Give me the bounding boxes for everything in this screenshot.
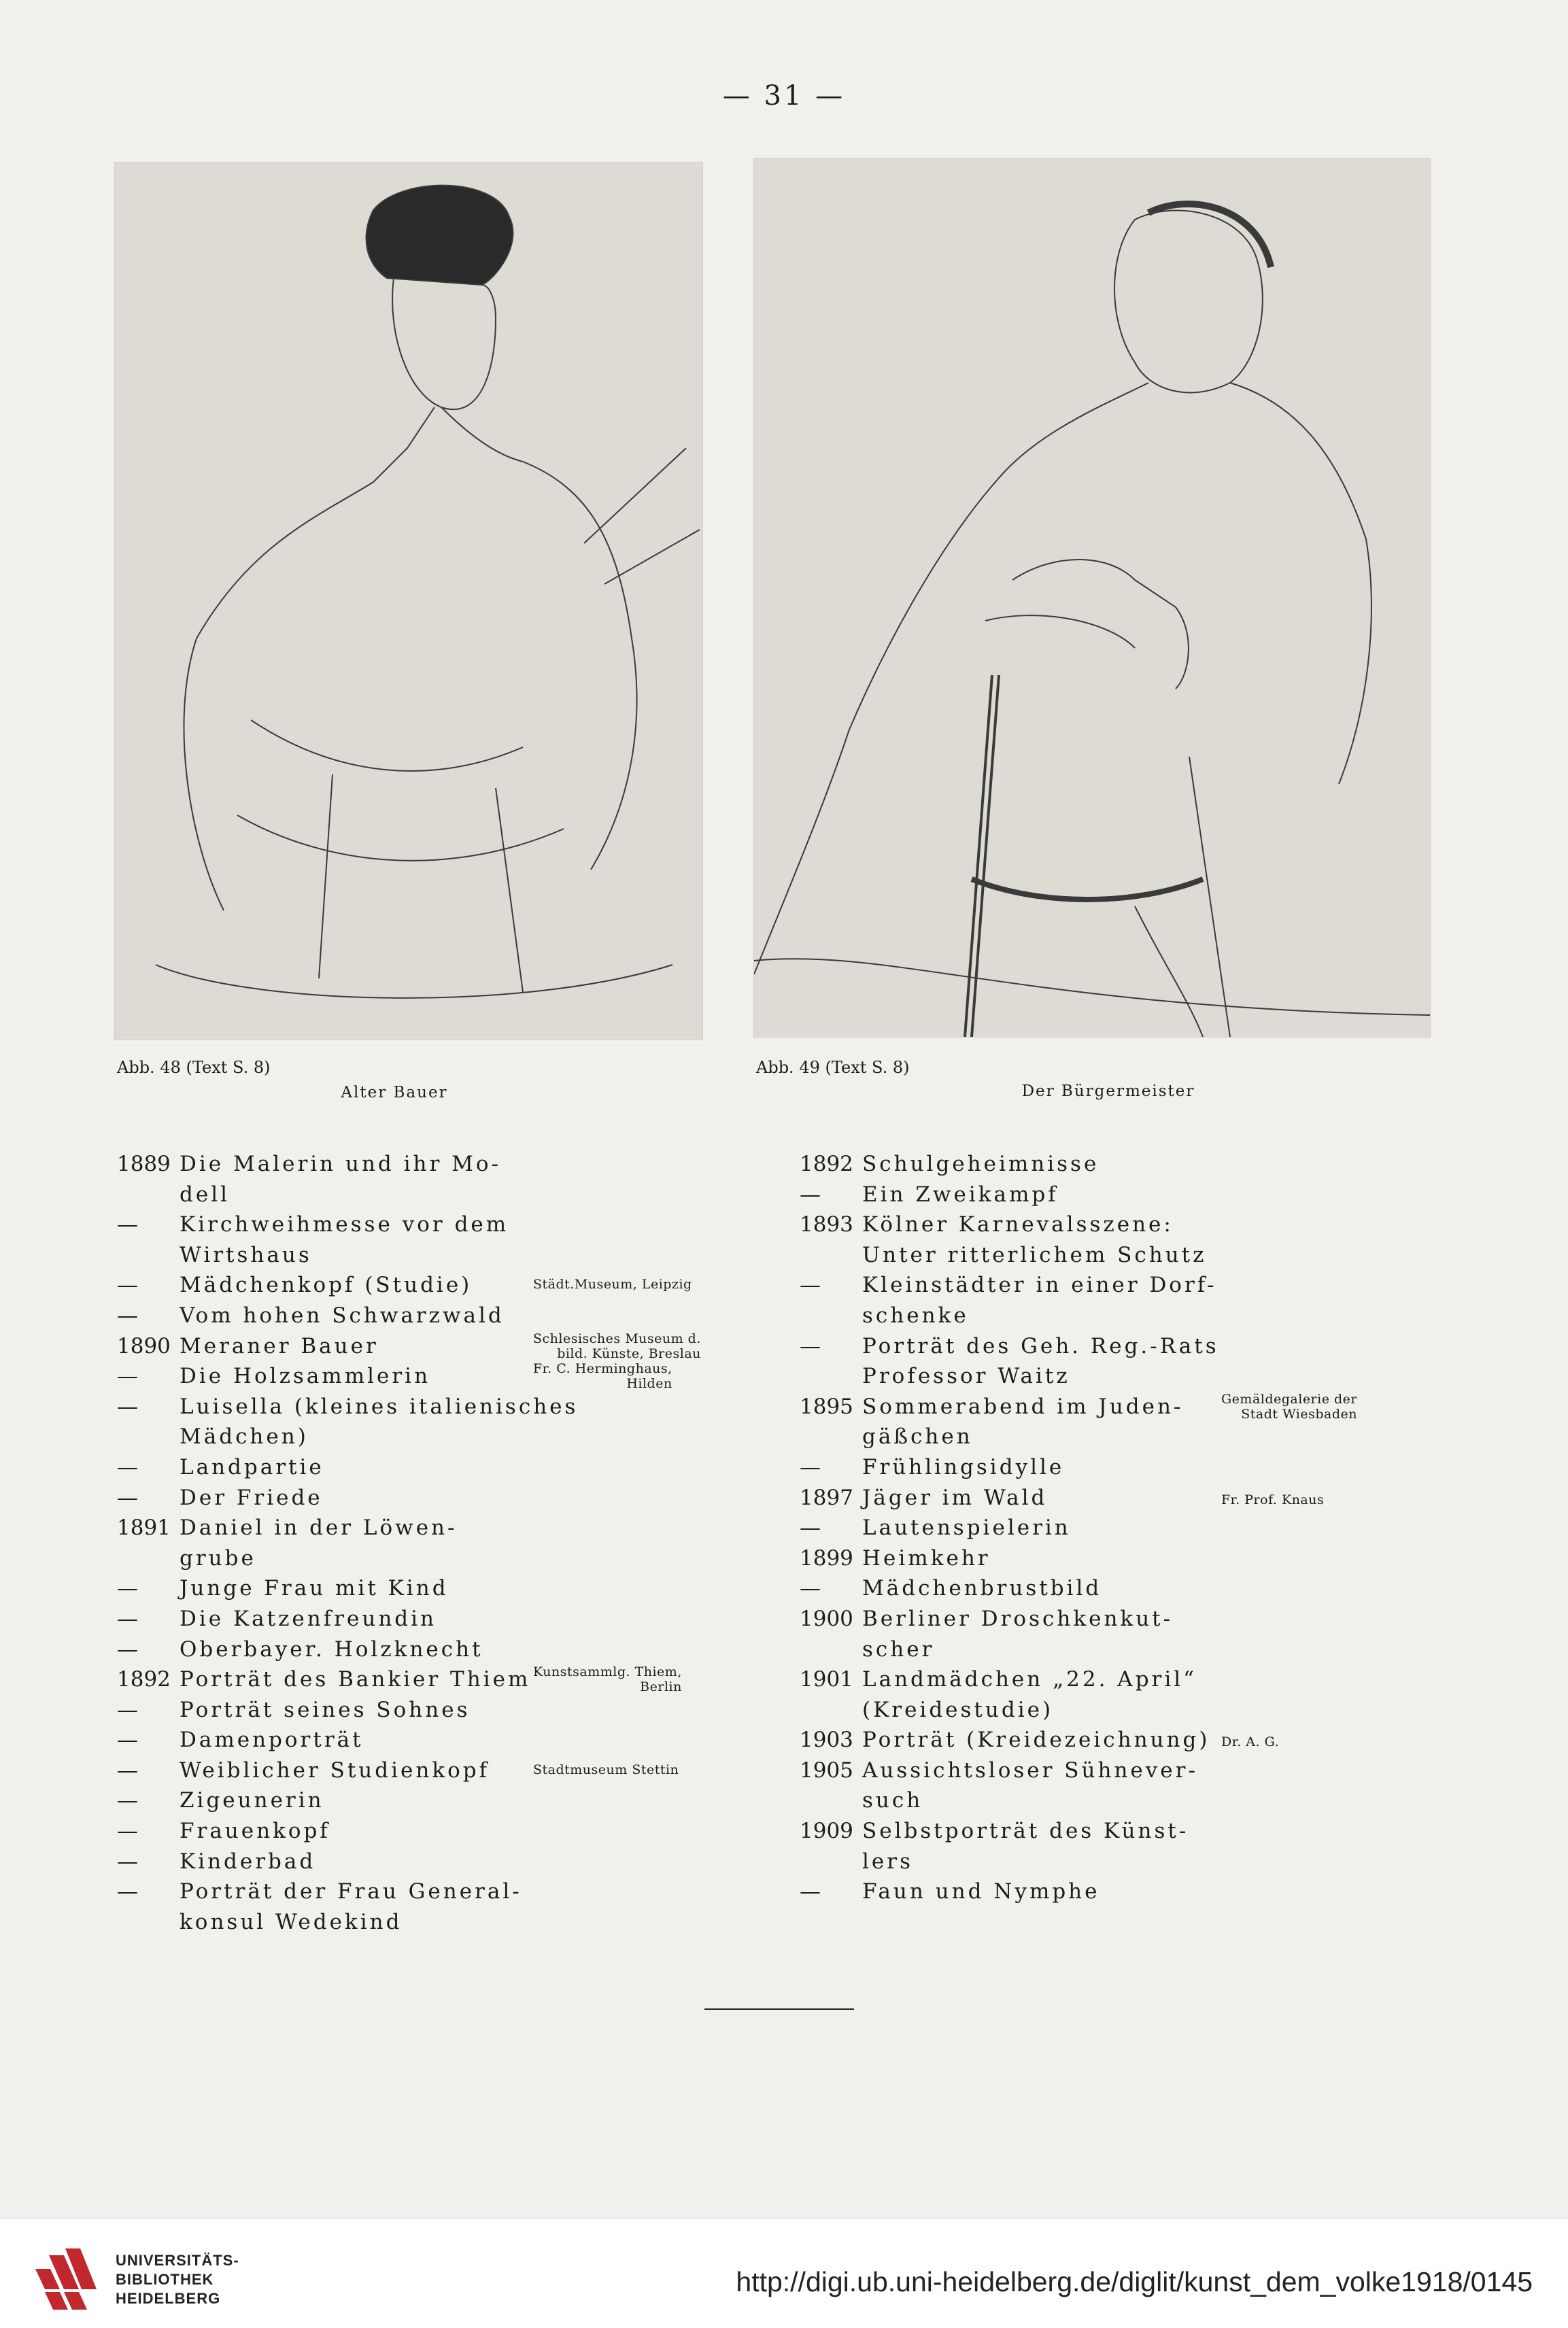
work-title: Weiblicher Studienkopf bbox=[180, 1758, 490, 1783]
work-title: gäßchen bbox=[862, 1424, 973, 1450]
work-entry bbox=[800, 1756, 1452, 1786]
work-year: — bbox=[117, 1879, 138, 1904]
work-year: 1889 bbox=[117, 1152, 171, 1176]
work-title: dell bbox=[180, 1182, 231, 1207]
work-year: — bbox=[117, 1364, 138, 1389]
work-title: Damenporträt bbox=[180, 1728, 364, 1753]
work-year: — bbox=[117, 1273, 138, 1298]
work-entry bbox=[117, 1816, 749, 1847]
work-entry bbox=[117, 1847, 749, 1877]
work-entry bbox=[117, 1210, 749, 1240]
work-title: Porträt des Geh. Reg.-Rats bbox=[862, 1333, 1219, 1358]
work-title: Mädchenbrustbild bbox=[862, 1576, 1102, 1601]
work-year: 1903 bbox=[800, 1728, 853, 1753]
work-year: — bbox=[800, 1879, 821, 1904]
work-title: Lautenspielerin bbox=[862, 1516, 1071, 1541]
work-entry bbox=[117, 1907, 749, 1938]
work-collection: Fr. Prof. Knaus bbox=[1221, 1492, 1325, 1507]
university-library-logo-icon bbox=[35, 2248, 97, 2310]
work-title: Faun und Nymphe bbox=[862, 1879, 1100, 1904]
work-title: Kölner Karnevalsszene: bbox=[862, 1212, 1174, 1237]
footer-bar bbox=[0, 2218, 1568, 2328]
work-year: — bbox=[117, 1788, 138, 1813]
work-entry bbox=[117, 1392, 749, 1422]
work-title: (Kreidestudie) bbox=[862, 1697, 1054, 1722]
work-entry bbox=[800, 1452, 1452, 1483]
work-entry bbox=[800, 1483, 1452, 1513]
work-entry bbox=[117, 1149, 749, 1180]
work-entry bbox=[117, 1331, 749, 1362]
work-title: Schulgeheimnisse bbox=[862, 1152, 1100, 1176]
work-year: — bbox=[117, 1485, 138, 1510]
work-title: Porträt seines Sohnes bbox=[180, 1697, 471, 1722]
source-url-link[interactable]: http://digi.ub.uni-heidelberg.de/diglit/kunst_dem_volke1918/0145 bbox=[736, 2266, 1533, 2297]
work-title: Frühlingsidylle bbox=[862, 1454, 1065, 1479]
sketch-old-farmer-drawing bbox=[115, 162, 702, 1040]
page-number: — 31 — bbox=[722, 80, 846, 112]
work-entry bbox=[117, 1301, 749, 1331]
work-entry bbox=[800, 1604, 1452, 1634]
work-entry bbox=[800, 1634, 1452, 1665]
work-year: 1895 bbox=[800, 1394, 853, 1419]
work-collection: Schlesisches Museum d. bild. Künste, Breslau bbox=[533, 1331, 701, 1361]
work-entry bbox=[117, 1270, 749, 1301]
work-entry bbox=[800, 1392, 1452, 1422]
work-entry bbox=[117, 1634, 749, 1665]
work-entry bbox=[117, 1452, 749, 1483]
sketch-mayor-drawing bbox=[754, 158, 1430, 1037]
work-title: Sommerabend im Juden- bbox=[862, 1394, 1184, 1419]
work-year: — bbox=[117, 1637, 138, 1662]
work-entry bbox=[117, 1756, 749, 1786]
work-title: lers bbox=[862, 1849, 913, 1874]
work-entry bbox=[117, 1664, 749, 1695]
work-entry bbox=[800, 1513, 1452, 1543]
work-title: grube bbox=[180, 1545, 256, 1571]
work-year: 1900 bbox=[800, 1606, 853, 1631]
work-collection: Gemäldegalerie der Stadt Wiesbaden bbox=[1221, 1391, 1357, 1422]
work-year: 1909 bbox=[800, 1819, 853, 1844]
work-entry bbox=[800, 1695, 1452, 1726]
work-title: Zigeunerin bbox=[180, 1788, 324, 1813]
work-title: Der Friede bbox=[180, 1485, 323, 1510]
figure-49-caption: Abb. 49 (Text S. 8) bbox=[756, 1058, 910, 1077]
work-year: — bbox=[117, 1606, 138, 1631]
work-title: Landpartie bbox=[180, 1454, 324, 1479]
work-year: 1890 bbox=[117, 1333, 171, 1358]
work-year: — bbox=[117, 1849, 138, 1874]
work-year: — bbox=[117, 1454, 138, 1479]
work-year: 1905 bbox=[800, 1758, 853, 1783]
work-entry bbox=[117, 1695, 749, 1726]
work-year: — bbox=[800, 1182, 821, 1207]
work-entry bbox=[117, 1877, 749, 1907]
work-title: Aussichtsloser Sühnever- bbox=[862, 1758, 1198, 1783]
work-title: scher bbox=[862, 1637, 935, 1662]
work-entry bbox=[800, 1725, 1452, 1756]
work-collection: Städt.Museum, Leipzig bbox=[533, 1277, 692, 1293]
work-entry bbox=[800, 1180, 1452, 1210]
work-title: Landmädchen „22. April“ bbox=[862, 1667, 1197, 1692]
work-title: Vom hohen Schwarzwald bbox=[180, 1303, 505, 1328]
work-title: Meraner Bauer bbox=[180, 1333, 379, 1358]
work-year: 1897 bbox=[800, 1485, 853, 1510]
work-year: 1891 bbox=[117, 1516, 171, 1541]
work-year: 1901 bbox=[800, 1667, 853, 1692]
work-title: Kinderbad bbox=[180, 1849, 316, 1874]
work-entry bbox=[117, 1180, 749, 1210]
work-year: — bbox=[800, 1273, 821, 1298]
work-title: schenke bbox=[862, 1303, 969, 1328]
work-entry bbox=[117, 1422, 749, 1452]
work-title: Daniel in der Löwen- bbox=[180, 1516, 458, 1541]
work-collection: Kunstsammlg. Thiem, Berlin bbox=[533, 1664, 682, 1695]
work-year: — bbox=[800, 1454, 821, 1479]
work-entry bbox=[117, 1361, 749, 1392]
work-entry bbox=[117, 1513, 749, 1543]
work-title: Frauenkopf bbox=[180, 1819, 330, 1844]
work-entry bbox=[117, 1785, 749, 1816]
work-title: Mädchen) bbox=[180, 1424, 309, 1450]
work-title: Luisella (kleines italienisches bbox=[180, 1394, 579, 1419]
work-entry bbox=[800, 1301, 1452, 1331]
work-title: Die Katzenfreundin bbox=[180, 1606, 437, 1631]
work-title: Oberbayer. Holzknecht bbox=[180, 1637, 483, 1662]
work-year: 1893 bbox=[800, 1212, 853, 1237]
works-list-left bbox=[117, 1149, 749, 1937]
work-title: such bbox=[862, 1788, 923, 1813]
work-entry bbox=[800, 1331, 1452, 1362]
work-entry bbox=[800, 1149, 1452, 1180]
figure-49-title: Der Bürgermeister bbox=[1021, 1082, 1195, 1100]
work-title: Mädchenkopf (Studie) bbox=[180, 1273, 473, 1298]
work-entry bbox=[117, 1483, 749, 1513]
work-entry bbox=[800, 1664, 1452, 1695]
work-year: — bbox=[117, 1728, 138, 1753]
work-entry bbox=[800, 1816, 1452, 1847]
figure-48-title: Alter Bauer bbox=[341, 1084, 448, 1101]
work-year: — bbox=[800, 1576, 821, 1601]
work-year: — bbox=[117, 1758, 138, 1783]
work-title: Ein Zweikampf bbox=[862, 1182, 1059, 1207]
work-year: 1899 bbox=[800, 1545, 853, 1571]
work-title: Kleinstädter in einer Dorf- bbox=[862, 1273, 1217, 1298]
work-year: — bbox=[117, 1212, 138, 1237]
work-entry bbox=[800, 1240, 1452, 1271]
work-entry bbox=[117, 1725, 749, 1756]
work-year: — bbox=[117, 1576, 138, 1601]
work-title: Porträt des Bankier Thiem bbox=[180, 1667, 531, 1692]
work-title: konsul Wedekind bbox=[180, 1909, 403, 1934]
work-entry bbox=[117, 1573, 749, 1604]
work-title: Die Holzsammlerin bbox=[180, 1364, 431, 1389]
work-title: Heimkehr bbox=[862, 1545, 991, 1571]
work-entry bbox=[800, 1361, 1452, 1392]
work-title: Porträt der Frau General- bbox=[180, 1879, 522, 1904]
work-entry bbox=[800, 1543, 1452, 1574]
work-entry bbox=[800, 1877, 1452, 1907]
library-name: UNIVERSITÄTS- BIBLIOTHEK HEIDELBERG bbox=[116, 2252, 239, 2307]
work-title: Kirchweihmesse vor dem bbox=[180, 1212, 509, 1237]
work-year: — bbox=[117, 1697, 138, 1722]
work-entry bbox=[800, 1573, 1452, 1604]
work-year: 1892 bbox=[117, 1667, 171, 1692]
work-year: — bbox=[117, 1394, 138, 1419]
work-entry bbox=[800, 1270, 1452, 1301]
work-title: Berliner Droschkenkut- bbox=[862, 1606, 1174, 1631]
work-collection: Stadtmuseum Stettin bbox=[533, 1762, 679, 1777]
work-title: Junge Frau mit Kind bbox=[180, 1576, 449, 1601]
work-title: Jäger im Wald bbox=[862, 1485, 1048, 1510]
works-list-right bbox=[800, 1149, 1452, 1907]
work-title: Wirtshaus bbox=[180, 1242, 312, 1267]
work-year: — bbox=[117, 1819, 138, 1844]
illustration-der-buergermeister bbox=[753, 158, 1431, 1038]
work-entry bbox=[800, 1785, 1452, 1816]
work-year: — bbox=[800, 1333, 821, 1358]
work-entry bbox=[800, 1210, 1452, 1240]
work-title: Professor Waitz bbox=[862, 1364, 1070, 1389]
illustration-alter-bauer bbox=[114, 162, 703, 1040]
work-year: — bbox=[117, 1303, 138, 1328]
work-title: Unter ritterlichem Schutz bbox=[862, 1242, 1207, 1267]
work-entry bbox=[117, 1240, 749, 1271]
work-collection: Dr. A. G. bbox=[1221, 1734, 1280, 1750]
work-year: 1892 bbox=[800, 1152, 853, 1176]
work-title: Die Malerin und ihr Mo- bbox=[180, 1152, 502, 1176]
figure-48-caption: Abb. 48 (Text S. 8) bbox=[117, 1058, 271, 1077]
end-rule bbox=[704, 2008, 854, 2010]
work-collection: Fr. C. Herminghaus, Hilden bbox=[533, 1361, 672, 1392]
work-entry bbox=[117, 1543, 749, 1574]
work-entry bbox=[800, 1422, 1452, 1452]
work-year: — bbox=[800, 1516, 821, 1541]
work-entry bbox=[117, 1604, 749, 1634]
work-entry bbox=[800, 1847, 1452, 1877]
work-title: Porträt (Kreidezeichnung) bbox=[862, 1728, 1210, 1753]
work-title: Selbstporträt des Künst- bbox=[862, 1819, 1189, 1844]
